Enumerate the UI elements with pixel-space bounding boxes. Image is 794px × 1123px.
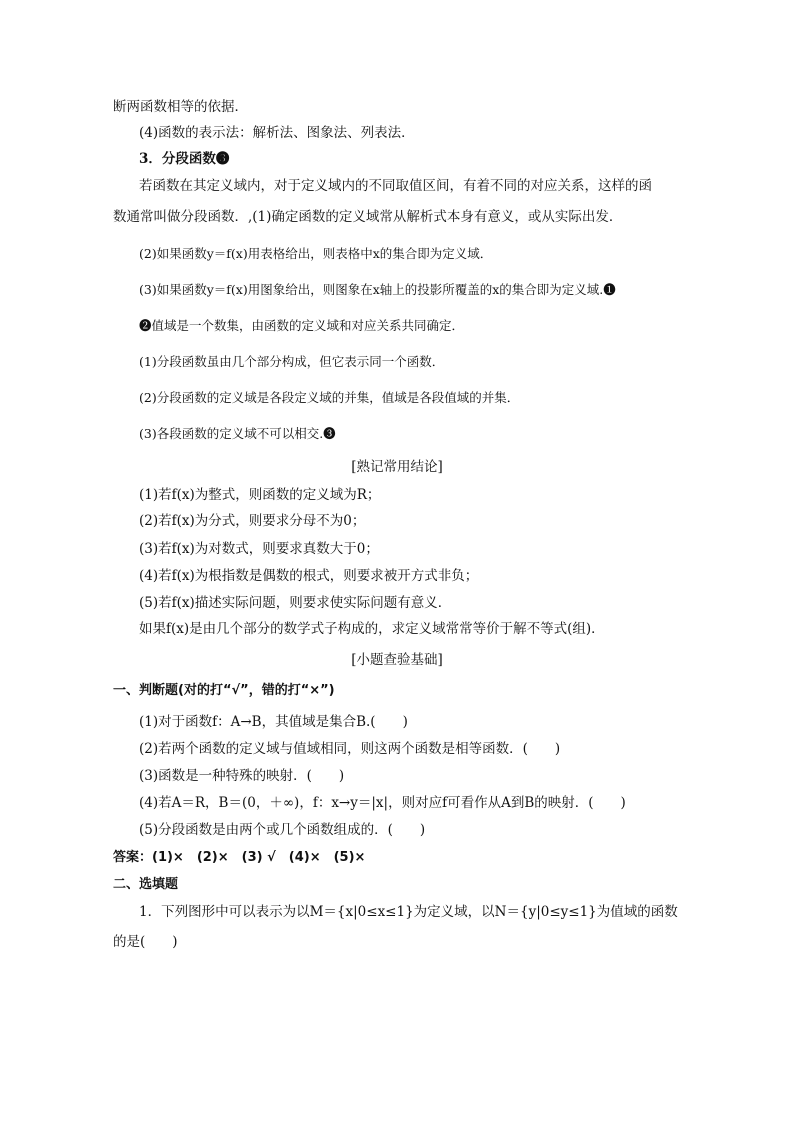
text-line: (3)如果函数y＝f(x)用图象给出，则图象在x轴上的投影所覆盖的x的集合即为定义域.❶	[139, 282, 616, 297]
question-item: (2)若两个函数的定义域与值域相同，则这两个函数是相等函数．( )	[139, 741, 561, 757]
section-heading: 二、选填题	[113, 877, 179, 892]
question-item: (5)分段函数是由两个或几个函数组成的．( )	[139, 822, 426, 838]
text-line: (3)若f(x)为对数式，则要求真数大于0；	[139, 541, 379, 557]
section-title: [熟记常用结论]	[351, 459, 443, 475]
section-heading: 3．分段函数❸	[139, 151, 230, 167]
question-item: 1．下列图形中可以表示为以M＝{x|0≤x≤1}为定义域，以N＝{y|0≤y≤1}为值域的函数	[139, 904, 678, 920]
question-item: (3)函数是一种特殊的映射．( )	[139, 768, 345, 784]
text-line: 数通常叫做分段函数．,(1)确定函数的定义域常从解析式本身有意义，或从实际出发．	[113, 209, 623, 225]
section-title: [小题查验基础]	[351, 652, 443, 668]
text-line: (3)各段函数的定义域不可以相交.❸	[139, 426, 336, 441]
text-line: ❷值域是一个数集，由函数的定义域和对应关系共同确定．	[139, 318, 465, 333]
text-line: 若函数在其定义域内，对于定义域内的不同取值区间，有着不同的对应关系，这样的函	[139, 178, 652, 194]
text-line: (2)分段函数的定义域是各段定义域的并集，值域是各段值域的并集．	[139, 390, 520, 405]
text-line: (2)如果函数y＝f(x)用表格给出，则表格中x的集合即为定义域．	[139, 246, 493, 261]
text-line: (1)若f(x)为整式，则函数的定义域为R；	[139, 487, 381, 503]
text-line: 如果f(x)是由几个部分的数学式子构成的，求定义域常常等价于解不等式(组)．	[139, 621, 605, 637]
answer-line: 答案：(1)× (2)× (3) √ (4)× (5)×	[113, 850, 366, 865]
text-line: (4)若f(x)为根指数是偶数的根式，则要求被开方式非负；	[139, 568, 479, 584]
section-heading: 一、判断题(对的打“√”，错的打“×”)	[113, 683, 335, 698]
text-line: (2)若f(x)为分式，则要求分母不为0；	[139, 513, 366, 529]
question-item: (4)若A＝R，B＝(0，＋∞)，f：x→y＝|x|，则对应f可看作从A到B的映射．( )	[139, 795, 626, 811]
text-line: 的是( )	[113, 934, 178, 950]
text-line: (1)分段函数虽由几个部分构成，但它表示同一个函数．	[139, 354, 445, 369]
question-item: (1)对于函数f：A→B，其值域是集合B.( )	[139, 714, 408, 730]
text-line: 断两函数相等的依据．	[113, 99, 248, 115]
text-line: (4)函数的表示法：解析法、图象法、列表法．	[139, 125, 415, 141]
text-line: (5)若f(x)描述实际问题，则要求使实际问题有意义．	[139, 595, 452, 611]
